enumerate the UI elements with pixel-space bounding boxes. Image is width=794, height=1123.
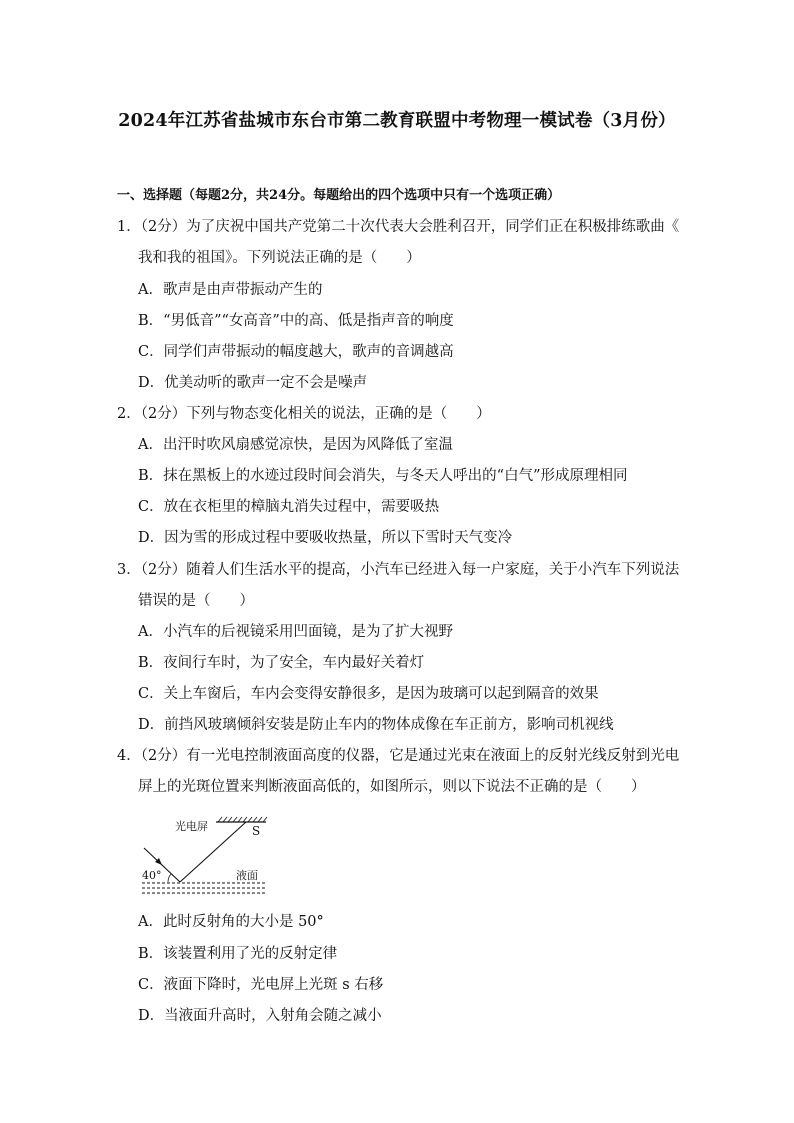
- section-heading: 一、选择题（每题2分，共24分。每题给出的四个选项中只有一个选项正确）: [117, 188, 561, 203]
- question-3-option-c: C．关上车窗后，车内会变得安静很多，是因为玻璃可以起到隔音的效果: [138, 686, 599, 702]
- spot-label: S: [252, 824, 261, 838]
- question-3-option-d: D．前挡风玻璃倾斜安装是防止车内的物体成像在车正前方，影响司机视线: [138, 717, 614, 733]
- exam-title: 2024年江苏省盐城市东台市第二教育联盟中考物理一模试卷（3月份）: [118, 111, 676, 131]
- question-1-option-b: B．“男低音”“女高音”中的高、低是指声音的响度: [138, 313, 454, 329]
- question-2-stem-line-1: 2．（2分）下列与物态变化相关的说法，正确的是（ ）: [117, 406, 491, 422]
- question-2-option-b: B．抹在黑板上的水迹过段时间会消失，与冬天人呼出的“白气”形成原理相同: [138, 468, 628, 484]
- question-2-option-d: D．因为雪的形成过程中要吸收热量，所以下雪时天气变冷: [138, 530, 513, 546]
- question-3-stem-line-2: 错误的是（ ）: [138, 593, 254, 609]
- question-4-option-d: D．当液面升高时，入射角会随之减小: [138, 1008, 382, 1024]
- question-4-option-a: A．此时反射角的大小是 50°: [138, 914, 324, 930]
- screen-label: 光电屏: [175, 820, 208, 833]
- question-4-stem-line-2: 屏上的光斑位置来判断液面高低的，如图所示，则以下说法不正确的是（ ）: [138, 779, 646, 795]
- question-1-option-a: A．歌声是由声带振动产生的: [138, 282, 323, 298]
- question-3-option-b: B．夜间行车时，为了安全，车内最好关着灯: [138, 655, 425, 671]
- angle-label: 40°: [142, 869, 162, 882]
- light-reflection-figure: [138, 810, 270, 902]
- question-2-option-c: C．放在衣柜里的樟脑丸消失过程中，需要吸热: [138, 499, 440, 515]
- question-1-option-c: C．同学们声带振动的幅度越大，歌声的音调越高: [138, 344, 454, 360]
- question-1-stem-line-2: 我和我的祖国》。下列说法正确的是（ ）: [138, 250, 421, 266]
- question-1-stem-line-1: 1．（2分）为了庆祝中国共产党第二十次代表大会胜利召开，同学们正在积极排练歌曲《: [117, 219, 680, 235]
- question-2-option-a: A．出汗时吹风扇感觉凉快，是因为风降低了室温: [138, 437, 453, 453]
- question-4-stem-line-1: 4．（2分）有一光电控制液面高度的仪器，它是通过光束在液面上的反射光线反射到光电: [117, 748, 680, 764]
- question-3-stem-line-1: 3．（2分）随着人们生活水平的提高，小汽车已经进入每一户家庭，关于小汽车下列说法: [117, 562, 680, 578]
- question-1-option-d: D．优美动听的歌声一定不会是噪声: [138, 375, 368, 391]
- question-4-option-b: B．该装置利用了光的反射定律: [138, 946, 338, 962]
- question-4-option-c: C．液面下降时，光电屏上光斑 s 右移: [138, 977, 384, 993]
- question-3-option-a: A．小汽车的后视镜采用凹面镜，是为了扩大视野: [138, 624, 453, 640]
- surface-label: 液面: [236, 869, 258, 882]
